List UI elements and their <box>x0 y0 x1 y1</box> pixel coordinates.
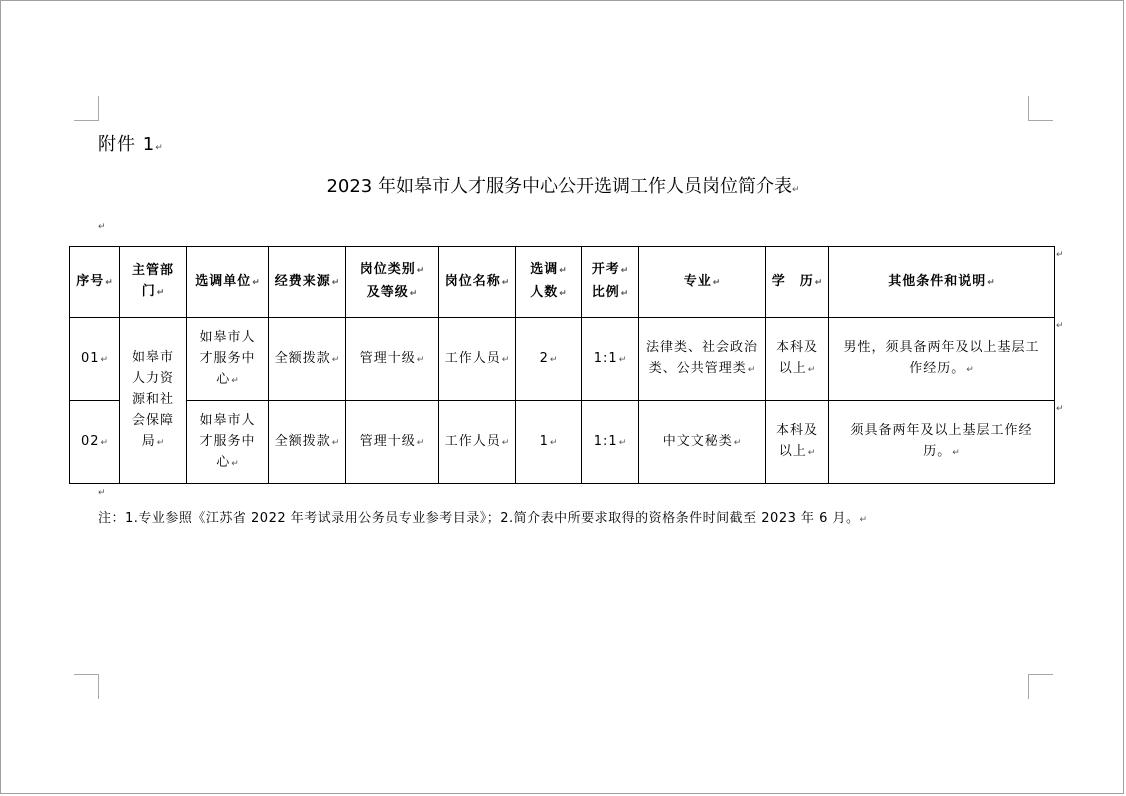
paragraph-mark-icon: ↵ <box>1056 321 1064 331</box>
cell-funding: 全额拨款↵ <box>269 401 346 484</box>
attachment-label <box>98 130 164 156</box>
header-category: 岗位类别↵ 及等级↵ <box>346 247 439 318</box>
header-unit: 选调单位↵ <box>187 247 269 318</box>
cell-education: 本科及 以上↵ <box>766 318 829 401</box>
paragraph-mark-icon: ↵ <box>98 488 106 498</box>
header-count: 选调↵ 人数↵ <box>516 247 582 318</box>
cell-unit: 如皋市人 才服务中 心↵ <box>187 318 269 401</box>
table-row <box>70 318 1055 401</box>
crop-mark-top-right <box>1028 96 1053 121</box>
cell-major: 法律类、社会政治 类、公共管理类↵ <box>639 318 766 401</box>
footnote-text: 注：1.专业参照《江苏省 2022 年考试录用公务员专业参考目录》；2.简介表中所要求取得的资格条件时间截至 2023 年 6 月。 <box>98 511 860 526</box>
crop-mark-top-left <box>74 96 99 121</box>
cell-education: 本科及 以上↵ <box>766 401 829 484</box>
paragraph-mark-icon: ↵ <box>791 185 800 195</box>
document-title-text: 2023 年如皋市人才服务中心公开选调工作人员岗位简介表 <box>326 176 792 197</box>
crop-mark-bottom-left <box>74 674 99 699</box>
header-major: 专业↵ <box>639 247 766 318</box>
header-other: 其他条件和说明↵ <box>829 247 1055 318</box>
cell-funding: 全额拨款↵ <box>269 318 346 401</box>
cell-ratio: 1:1↵ <box>582 401 639 484</box>
footnote <box>98 507 868 526</box>
cell-ratio: 1:1↵ <box>582 318 639 401</box>
header-position: 岗位名称↵ <box>439 247 516 318</box>
header-dept: 主管部 门↵ <box>120 247 187 318</box>
header-ratio: 开考↵ 比例↵ <box>582 247 639 318</box>
table-header-row <box>70 247 1055 318</box>
paragraph-mark-icon: ↵ <box>1056 404 1064 414</box>
cell-other: 男性，须具备两年及以上基层工 作经历。↵ <box>829 318 1055 401</box>
cell-count: 1↵ <box>516 401 582 484</box>
attachment-label-text: 附件 1 <box>98 134 156 155</box>
cell-position: 工作人员↵ <box>439 401 516 484</box>
cell-seq: 02↵ <box>70 401 120 484</box>
paragraph-mark-icon: ↵ <box>859 515 868 525</box>
header-education: 学 历↵ <box>766 247 829 318</box>
header-seq: 序号↵ <box>70 247 120 318</box>
cell-category: 管理十级↵ <box>346 318 439 401</box>
crop-mark-bottom-right <box>1028 674 1053 699</box>
cell-major: 中文文秘类↵ <box>639 401 766 484</box>
cell-other: 须具备两年及以上基层工作经 历。↵ <box>829 401 1055 484</box>
position-table <box>69 246 1055 484</box>
cell-seq: 01↵ <box>70 318 120 401</box>
paragraph-mark-icon: ↵ <box>98 222 106 232</box>
cell-unit: 如皋市人 才服务中 心↵ <box>187 401 269 484</box>
cell-dept: 如皋市 人力资 源和社 会保障 局↵ <box>120 318 187 484</box>
cell-category: 管理十级↵ <box>346 401 439 484</box>
document-title <box>0 172 1126 198</box>
cell-position: 工作人员↵ <box>439 318 516 401</box>
table-row <box>70 401 1055 484</box>
cell-count: 2↵ <box>516 318 582 401</box>
paragraph-mark-icon: ↵ <box>155 143 164 153</box>
paragraph-mark-icon: ↵ <box>1056 250 1064 260</box>
header-funding: 经费来源↵ <box>269 247 346 318</box>
